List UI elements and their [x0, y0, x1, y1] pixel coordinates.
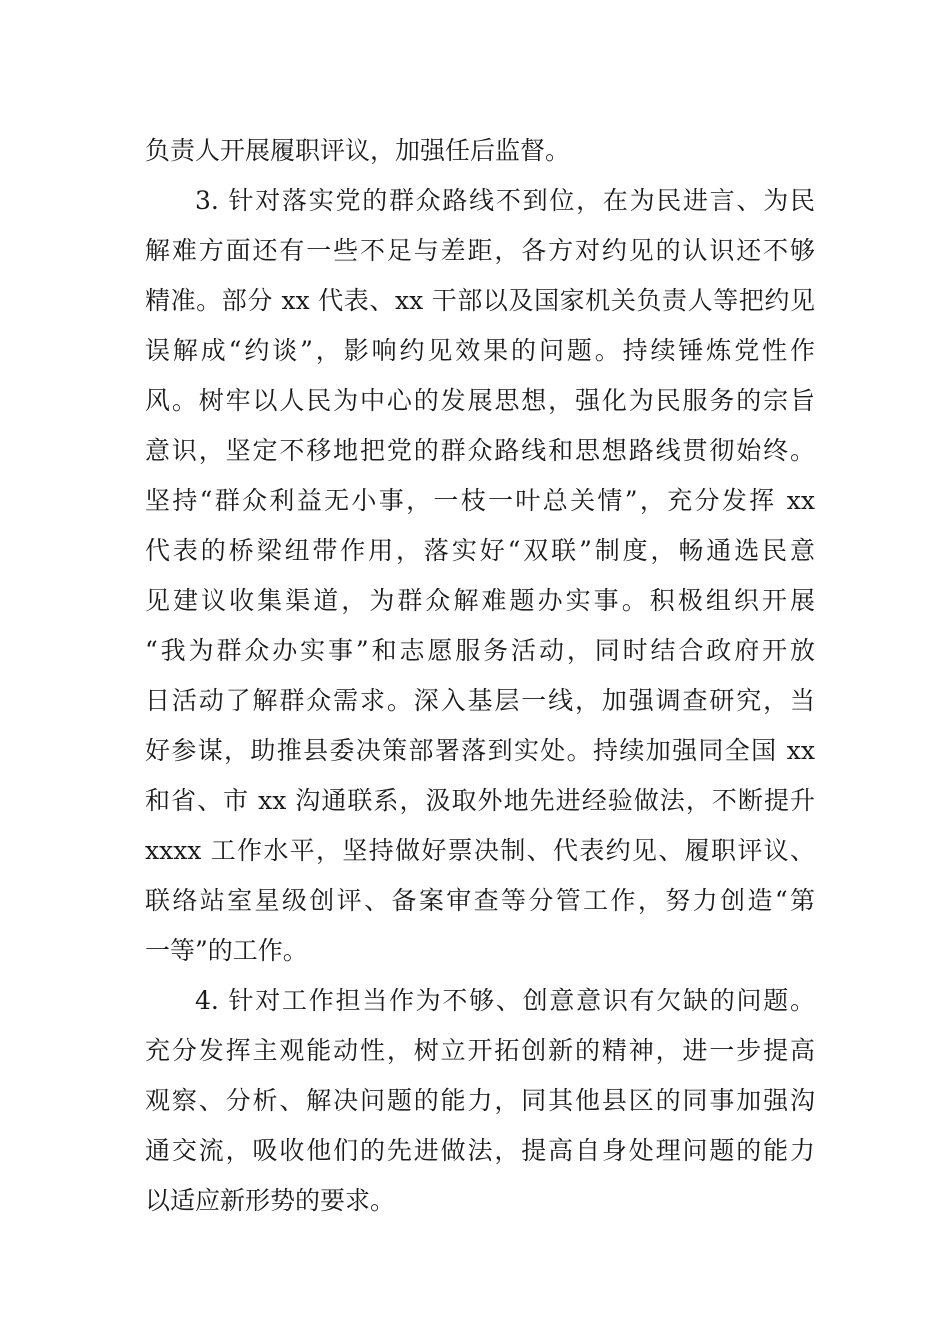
text-line: 以适应新形势的要求。	[145, 1186, 396, 1215]
text-line: 精准。部分 xx 代表、xx 干部以及国家机关负责人等把约见	[145, 286, 815, 315]
text-line: 观察、分析、解决问题的能力，同其他县区的同事加强沟	[145, 1086, 815, 1115]
text-line: 代表的桥梁纽带作用，落实好“双联”制度，畅通选民意	[145, 536, 815, 565]
paragraph-4-heading-line: 4. 针对工作担当作为不够、创意意识有欠缺的问题。	[195, 986, 815, 1015]
text-line: 意识，坚定不移地把党的群众路线和思想路线贯彻始终。	[145, 436, 815, 465]
text-line: 负责人开展履职评议，加强任后监督。	[145, 136, 571, 165]
text-line: 坚持“群众利益无小事，一枝一叶总关情”，充分发挥 xx	[145, 486, 815, 515]
text-line: 联络站室星级创评、备案审查等分管工作，努力创造“第	[145, 886, 815, 915]
text-line: “我为群众办实事”和志愿服务活动，同时结合政府开放	[145, 636, 815, 665]
text-line: 充分发挥主观能动性，树立开拓创新的精神，进一步提高	[145, 1036, 815, 1065]
text-line: 一等”的工作。	[145, 936, 308, 965]
text-line: xxxx 工作水平，坚持做好票决制、代表约见、履职评议、	[145, 836, 815, 865]
text-line: 好参谋，助推县委决策部署落到实处。持续加强同全国 xx	[145, 736, 815, 765]
text-line: 日活动了解群众需求。深入基层一线，加强调查研究，当	[145, 686, 815, 715]
text-line: 风。树牢以人民为中心的发展思想，强化为民服务的宗旨	[145, 386, 815, 415]
text-line: 误解成“约谈”，影响约见效果的问题。持续锤炼党性作	[145, 336, 815, 365]
text-line: 解难方面还有一些不足与差距，各方对约见的认识还不够	[145, 236, 815, 265]
text-line: 和省、市 xx 沟通联系，汲取外地先进经验做法，不断提升	[145, 786, 815, 815]
paragraph-3-heading-line: 3. 针对落实党的群众路线不到位，在为民进言、为民	[195, 186, 815, 215]
text-line: 通交流，吸收他们的先进做法，提高自身处理问题的能力	[145, 1136, 815, 1165]
text-line: 见建议收集渠道，为群众解难题办实事。积极组织开展	[145, 586, 815, 615]
body-text	[145, 126, 815, 1226]
